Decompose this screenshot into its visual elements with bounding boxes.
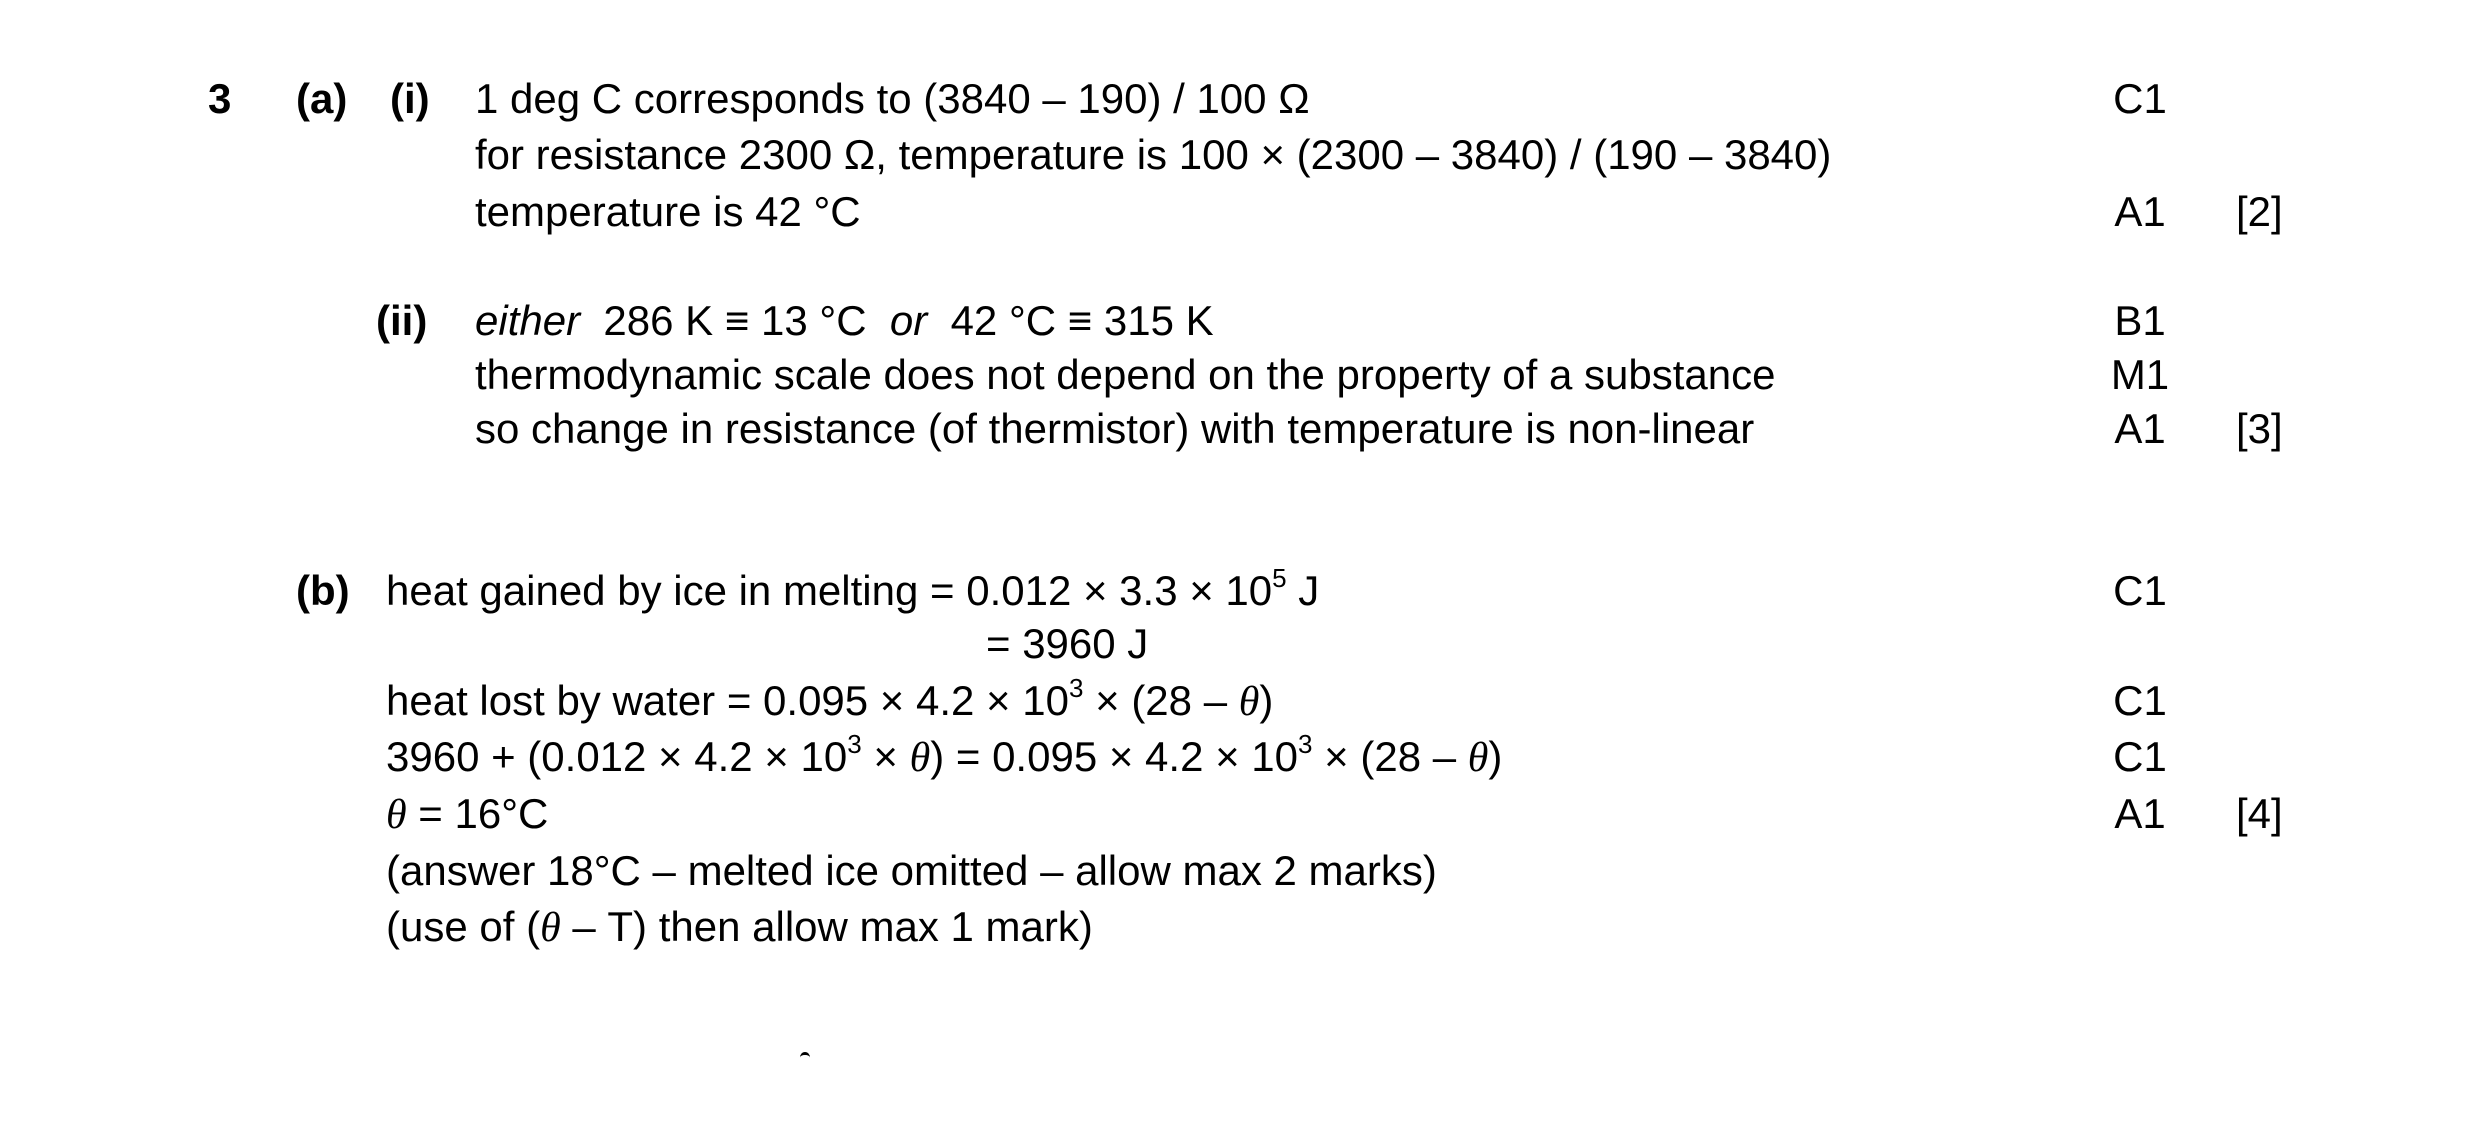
part-a-label: (a) (296, 75, 348, 122)
a-i-line-2: for resistance 2300 Ω, temperature is 100 × (2300 – 3840) / (190 – 3840) (475, 131, 1832, 178)
b-line-4 (386, 729, 1503, 781)
stray-mark (800, 1052, 810, 1063)
a-ii-mark-m1: M1 (2110, 351, 2170, 398)
b-line-4-a: 3960 + (0.012 × 4.2 × 10 (386, 733, 848, 780)
b-line-4-theta-2: θ (1467, 735, 1489, 781)
b-line-7-post: – T) then allow max 1 mark) (560, 903, 1093, 950)
a-i-mark-c1: C1 (2113, 75, 2167, 122)
b-mark-c1-second: C1 (2113, 677, 2167, 724)
b-total: [4] (2236, 790, 2283, 837)
b-line-3-mid: × (28 – (1083, 677, 1239, 724)
a-i-total: [2] (2236, 188, 2283, 235)
b-line-4-exp-2: 3 (1298, 729, 1313, 759)
b-line-3-text: heat lost by water = 0.095 × 4.2 × 10 (386, 677, 1069, 724)
either-word: either (475, 297, 581, 344)
b-line-4-b: × (861, 733, 910, 780)
or-word: or (889, 297, 928, 344)
b-line-4-theta-1: θ (909, 735, 931, 781)
b-line-1-text: heat gained by ice in melting = 0.012 × 3.3 × 10 (386, 567, 1273, 614)
or-statement: 42 °C ≡ 315 K (950, 297, 1214, 344)
part-b-label: (b) (296, 567, 350, 614)
b-line-3-end: ) (1259, 677, 1274, 724)
b-line-6: (answer 18°C – melted ice omitted – allow max 2 marks) (386, 847, 1437, 894)
a-ii-mark-a1: A1 (2114, 405, 2166, 452)
b-line-5 (386, 790, 549, 838)
b-line-5-rest: = 16°C (406, 790, 549, 837)
b-line-7-pre: (use of ( (386, 903, 541, 950)
a-ii-line-3: so change in resistance (of thermistor) with temperature is non-linear (475, 405, 1755, 452)
b-line-3-exponent: 3 (1068, 673, 1084, 703)
b-line-5-theta: θ (386, 792, 407, 838)
b-line-4-d: × (28 – (1312, 733, 1468, 780)
a-ii-line-2: thermodynamic scale does not depend on the property of a substance (475, 351, 1776, 398)
b-line-3-theta: θ (1238, 679, 1260, 725)
b-line-2: = 3960 J (986, 620, 1149, 667)
b-line-3 (386, 673, 1274, 725)
b-line-7-theta: θ (540, 905, 561, 951)
a-ii-total: [3] (2236, 405, 2283, 452)
b-line-4-c: ) = 0.095 × 4.2 × 10 (930, 733, 1299, 780)
b-line-1 (386, 563, 1320, 614)
subpart-ii-label: (ii) (376, 297, 428, 344)
b-mark-c1-first: C1 (2113, 567, 2167, 614)
b-line-4-e: ) (1488, 733, 1503, 780)
subpart-i-label: (i) (390, 75, 430, 122)
a-ii-line-1 (475, 297, 1214, 344)
b-line-7 (386, 903, 1093, 951)
b-line-1-unit: J (1286, 567, 1320, 614)
b-mark-c1-third: C1 (2113, 733, 2167, 780)
either-statement: 286 K ≡ 13 °C (603, 297, 867, 344)
a-ii-mark-b1: B1 (2114, 297, 2166, 344)
question-number: 3 (208, 75, 232, 122)
a-i-line-1: 1 deg C corresponds to (3840 – 190) / 100 Ω (475, 75, 1310, 122)
a-i-mark-a1: A1 (2114, 188, 2166, 235)
b-line-4-exp-1: 3 (847, 729, 862, 759)
b-mark-a1: A1 (2114, 790, 2166, 837)
a-i-line-3: temperature is 42 °C (475, 188, 861, 235)
b-line-1-exponent: 5 (1272, 563, 1287, 593)
